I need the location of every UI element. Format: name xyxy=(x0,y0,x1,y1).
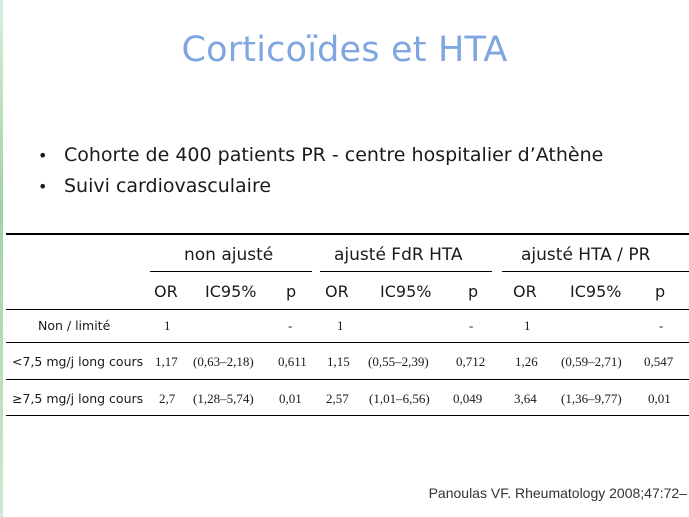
table-cell: - xyxy=(469,318,474,333)
group-underline-3 xyxy=(502,271,689,272)
table-cell: 1,17 xyxy=(155,354,178,369)
table-cell: 2,57 xyxy=(326,391,349,406)
reference-citation: Panoulas VF. Rheumatology 2008;47:72– xyxy=(428,485,687,501)
bullet-text: Cohorte de 400 patients PR - centre hospitalier d’Athène xyxy=(64,144,604,166)
table-cell: (1,01–6,56) xyxy=(369,391,430,406)
subheader-p: p xyxy=(655,282,666,301)
subheader-p: p xyxy=(286,282,297,301)
table-cell: 1,26 xyxy=(515,354,538,369)
table-cell: 0,712 xyxy=(456,354,486,369)
bullet-text: Suivi cardiovasculaire xyxy=(64,175,272,197)
group-header-non-ajuste: non ajusté xyxy=(184,245,274,265)
slide-title: Corticoïdes et HTA xyxy=(181,30,508,70)
subheader-ic95: IC95% xyxy=(570,282,622,301)
row-divider-2 xyxy=(6,379,689,380)
table-cell: 1 xyxy=(164,318,171,333)
subheader-or: OR xyxy=(154,282,178,301)
table-cell: (0,55–2,39) xyxy=(368,354,429,369)
table-bottom-border xyxy=(6,415,689,416)
group-underline-2 xyxy=(320,271,492,272)
table-top-border xyxy=(6,233,689,235)
table-row-label: Non / limité xyxy=(38,318,111,333)
table-cell: 0,01 xyxy=(648,391,671,406)
bullet-dot-icon: • xyxy=(38,146,48,165)
table-cell: - xyxy=(288,318,293,333)
bullet-item xyxy=(38,171,603,202)
subheader-ic95: IC95% xyxy=(380,282,432,301)
subheader-or: OR xyxy=(513,282,537,301)
table-cell: 1 xyxy=(337,318,344,333)
table-cell: (1,36–9,77) xyxy=(561,391,622,406)
table-cell: 0,611 xyxy=(278,354,307,369)
table-cell: - xyxy=(659,318,664,333)
table-cell: 2,7 xyxy=(159,391,176,406)
group-header-ajuste-hta-pr: ajusté HTA / PR xyxy=(521,245,651,265)
table-cell: 3,64 xyxy=(514,391,537,406)
table-row-label: <7,5 mg/j long cours xyxy=(12,354,144,369)
group-underline-1 xyxy=(150,271,312,272)
table-cell: 0,049 xyxy=(453,391,483,406)
bullet-list xyxy=(38,140,603,202)
subheader-p: p xyxy=(468,282,479,301)
subheader-ic95: IC95% xyxy=(205,282,257,301)
table-cell: 0,547 xyxy=(644,354,674,369)
table-row-label: ≥7,5 mg/j long cours xyxy=(12,391,144,406)
header-divider xyxy=(6,309,689,310)
bullet-dot-icon: • xyxy=(38,177,48,196)
table-cell: (0,63–2,18) xyxy=(193,354,254,369)
table-cell: (1,28–5,74) xyxy=(193,391,254,406)
table-cell: (0,59–2,71) xyxy=(561,354,622,369)
table-cell: 0,01 xyxy=(279,391,302,406)
bullet-item xyxy=(38,140,603,171)
subheader-or: OR xyxy=(325,282,349,301)
slide-left-edge xyxy=(0,0,3,517)
table-cell: 1,15 xyxy=(327,354,350,369)
group-header-ajuste-fdr-hta: ajusté FdR HTA xyxy=(334,245,463,265)
row-divider-1 xyxy=(6,342,689,343)
table-cell: 1 xyxy=(524,318,531,333)
